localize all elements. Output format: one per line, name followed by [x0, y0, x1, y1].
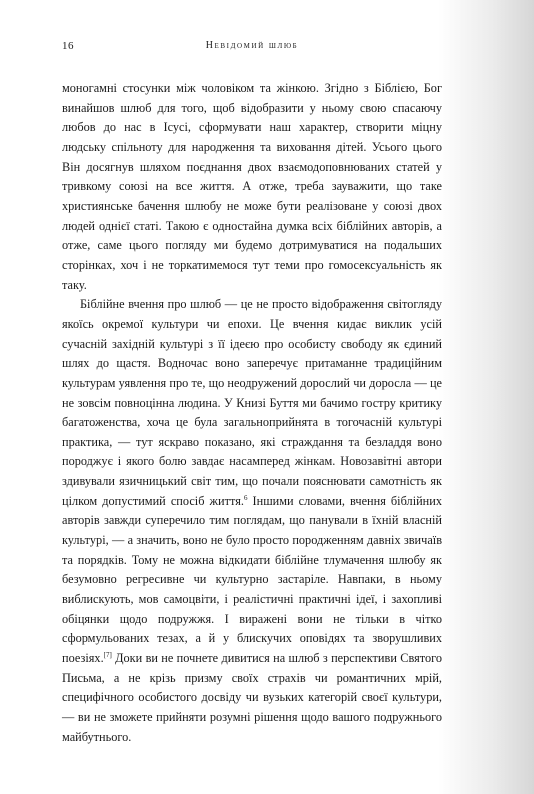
paragraph-text: Доки ви не почнете дивитися на шлюб з перспективи Святого Письма, а не крізь призму своїх страхів чи романтичних мрій, специфічного особистого досвіду чи вузьких категорій своєї культури, — ви не зможете прийняти розумні рішення щодо вашого подружнього майбутнього.	[62, 651, 442, 744]
paragraph-text: Біблійне вчення про шлюб — це не просто відображення світогляду якоїсь окремої культури чи епохи. Це вчення кидає виклик усій сучасній західній культурі з її ідеєю про особисту свободу як єдиний шлях до щастя. Водночас воно заперечує притаманне традиційним культурам уявлення про те, що неодружений дорослий чи доросла — це не зовсім повноцінна людина. У Книзі Буття ми бачимо гостру критику багатоженства, хоча це була загальноприйнята в тогочасній культурі практика, — тут яскраво показано, які страждання та безладдя воно породжує і якого болю завдає насамперед жінкам. Новозавітні автори здивували язичницький світ тим, що почали пояснювати самотність як цілком допустимий спосіб життя.	[62, 297, 442, 508]
endnote-marker: [7]	[103, 651, 112, 660]
paragraph-text: Іншими словами, вчення біблійних авторів завжди суперечило тим поглядам, що панували в їхній власній культурі, — а значить, воно не було просто породженням давніх звичаїв та порядків. Тому не можна відкидати біблійне тлумачення шлюбу як безумовно регресивне чи культурно застаріле. Навпаки, в ньому виблискують, мов самоцвіти, і реалістичні практичні ідеї, і захопливі обіцянки щодо подружжя. І виражені вони не тільки в чітко сформульованих тезах, а й у блискучих оповідях та зворушливих поезіях.	[62, 493, 442, 666]
body-text	[62, 79, 442, 747]
paragraph	[62, 295, 442, 747]
running-head	[62, 40, 442, 56]
footnote-marker: 6	[243, 493, 248, 502]
paragraph-continued: моногамні стосунки між чоловіком та жінкою. Згідно з Біблією, Бог винайшов шлюб для того, щоб відобразити у ньому свою спасаючу любов до нас в Ісусі, сформувати наш характер, створити міцну людську спільноту для народження та виховання дітей. Усього цього Він досягнув шляхом поєднання двох взаємодоповнюваних статей у тривкому союзі на все життя. А отже, треба зауважити, що таке християнське бачення шлюбу не може бути реалізоване у союзі двох людей однієї статі. Такою є одностайна думка всіх біблійних авторів, а отже, саме цього погляду ми будемо дотримуватися на подальших сторінках, хоч і не торкатимемося тут теми про гомосексуальність як таку.	[62, 81, 442, 292]
page-number: 16	[62, 40, 74, 52]
running-title: Невідомий шлюб	[205, 40, 299, 51]
